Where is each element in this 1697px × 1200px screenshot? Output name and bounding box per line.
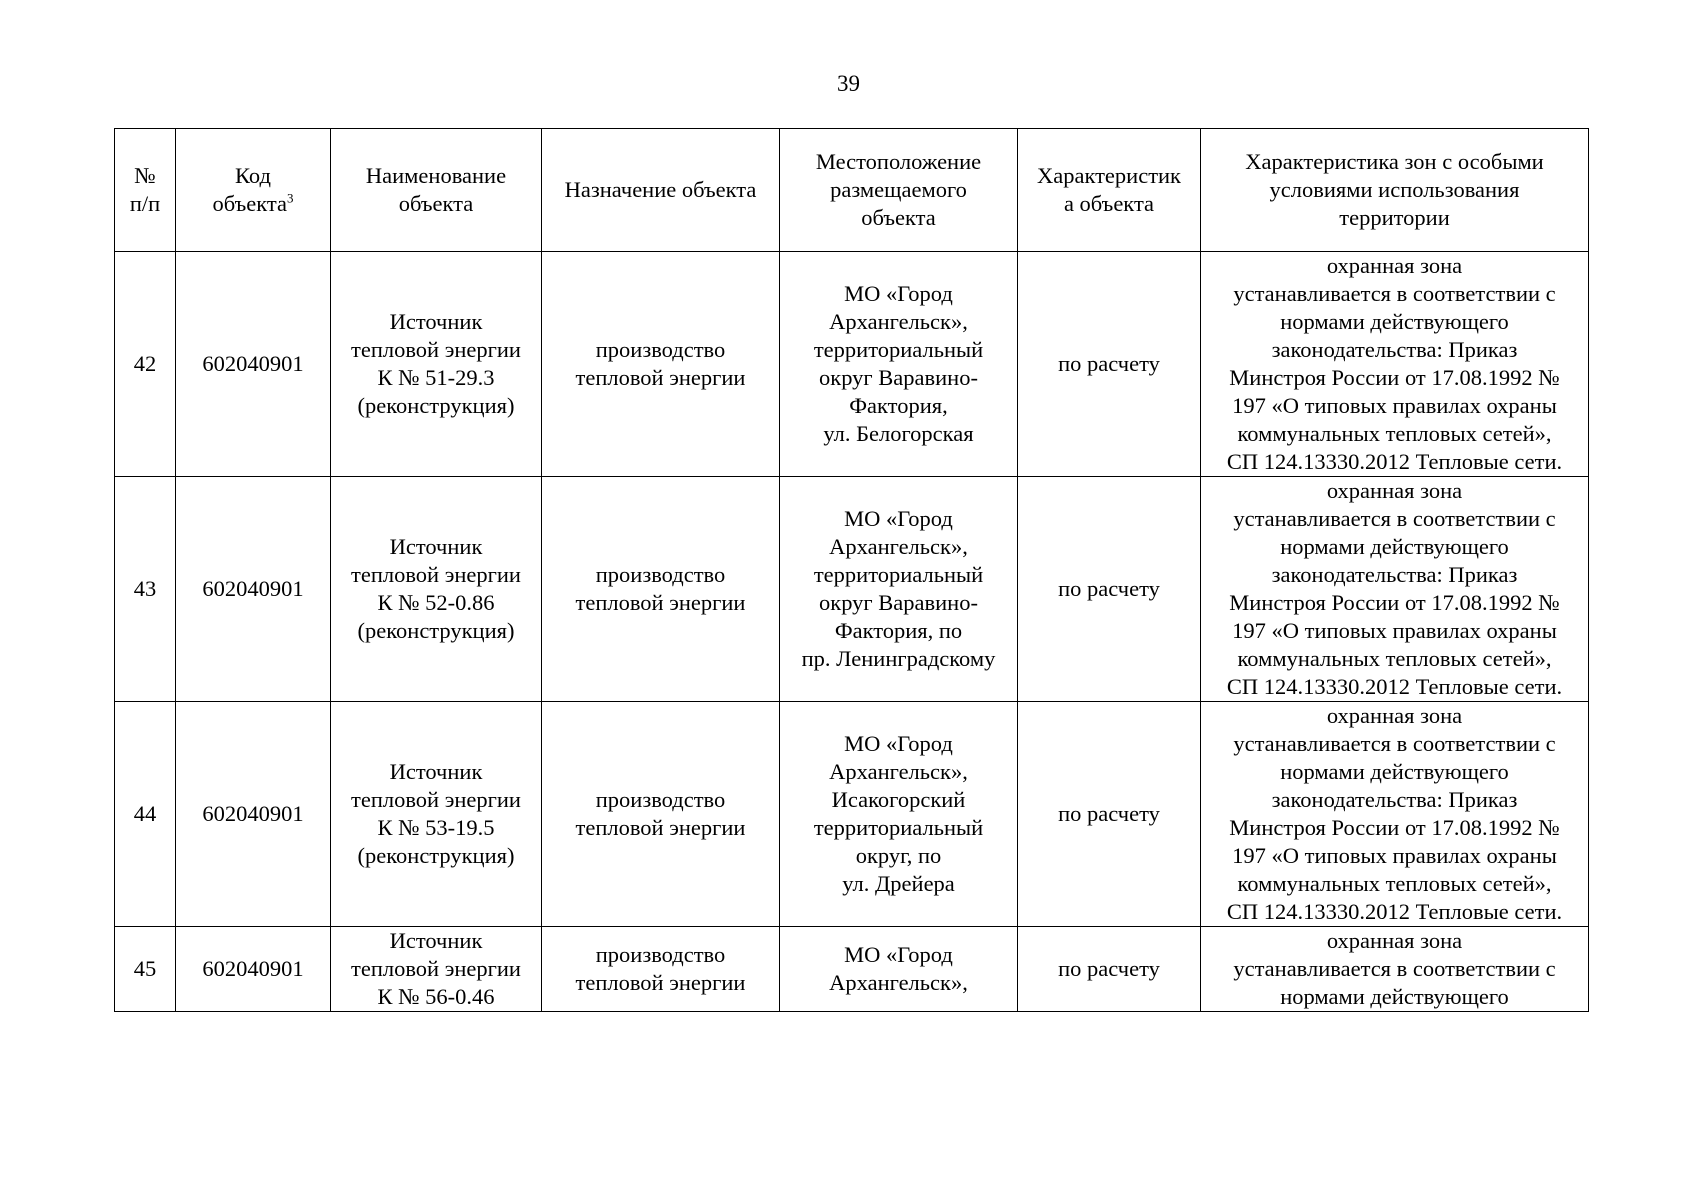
header-code — [176, 129, 331, 252]
objects-table — [114, 128, 1589, 1012]
cell-num: 44 — [115, 702, 176, 927]
cell-location: МО «Город Архангельск», территориальный округ Варавино- Фактория, по пр. Ленинградскому — [780, 477, 1018, 702]
table-header-row — [115, 129, 1589, 252]
header-code-label: Код объекта — [212, 163, 287, 216]
cell-location: МО «Город Архангельск», Исакогорский территориальный округ, по ул. Дрейера — [780, 702, 1018, 927]
cell-purpose: производство тепловой энергии — [542, 927, 780, 1012]
cell-characteristic: по расчету — [1018, 927, 1201, 1012]
table-row — [115, 927, 1589, 1012]
table-row — [115, 252, 1589, 477]
cell-code: 602040901 — [176, 477, 331, 702]
header-location: Местоположение размещаемого объекта — [780, 129, 1018, 252]
cell-zones: охранная зона устанавливается в соответствии с нормами действующего — [1201, 927, 1589, 1012]
cell-num: 42 — [115, 252, 176, 477]
cell-zones: охранная зона устанавливается в соответствии с нормами действующего законодательства: Приказ Минстроя России от 17.08.1992 № 197 «О типовых правилах охраны коммунальных тепловых сетей», СП 124.13330.2012 Тепловые сети. — [1201, 702, 1589, 927]
cell-location: МО «Город Архангельск», территориальный округ Варавино- Фактория, ул. Белогорская — [780, 252, 1018, 477]
cell-characteristic: по расчету — [1018, 477, 1201, 702]
header-name: Наименование объекта — [331, 129, 542, 252]
table-row — [115, 702, 1589, 927]
cell-zones: охранная зона устанавливается в соответствии с нормами действующего законодательства: Приказ Минстроя России от 17.08.1992 № 197 «О типовых правилах охраны коммунальных тепловых сетей», СП 124.13330.2012 Тепловые сети. — [1201, 477, 1589, 702]
cell-characteristic: по расчету — [1018, 252, 1201, 477]
cell-num: 45 — [115, 927, 176, 1012]
cell-num: 43 — [115, 477, 176, 702]
cell-name: Источник тепловой энергии К № 53-19.5 (реконструкция) — [331, 702, 542, 927]
header-zones: Характеристика зон с особыми условиями использования территории — [1201, 129, 1589, 252]
footnote-marker: 3 — [287, 190, 294, 206]
cell-name: Источник тепловой энергии К № 51-29.3 (реконструкция) — [331, 252, 542, 477]
cell-name: Источник тепловой энергии К № 52-0.86 (реконструкция) — [331, 477, 542, 702]
cell-characteristic: по расчету — [1018, 702, 1201, 927]
cell-location: МО «Город Архангельск», — [780, 927, 1018, 1012]
header-characteristic: Характеристик а объекта — [1018, 129, 1201, 252]
cell-purpose: производство тепловой энергии — [542, 252, 780, 477]
header-num: № п/п — [115, 129, 176, 252]
cell-zones: охранная зона устанавливается в соответствии с нормами действующего законодательства: Приказ Минстроя России от 17.08.1992 № 197 «О типовых правилах охраны коммунальных тепловых сетей», СП 124.13330.2012 Тепловые сети. — [1201, 252, 1589, 477]
cell-purpose: производство тепловой энергии — [542, 702, 780, 927]
cell-code: 602040901 — [176, 927, 331, 1012]
cell-code: 602040901 — [176, 702, 331, 927]
cell-purpose: производство тепловой энергии — [542, 477, 780, 702]
header-purpose: Назначение объекта — [542, 129, 780, 252]
table-row — [115, 477, 1589, 702]
page-number: 39 — [837, 71, 860, 96]
cell-name: Источник тепловой энергии К № 56-0.46 — [331, 927, 542, 1012]
cell-code: 602040901 — [176, 252, 331, 477]
